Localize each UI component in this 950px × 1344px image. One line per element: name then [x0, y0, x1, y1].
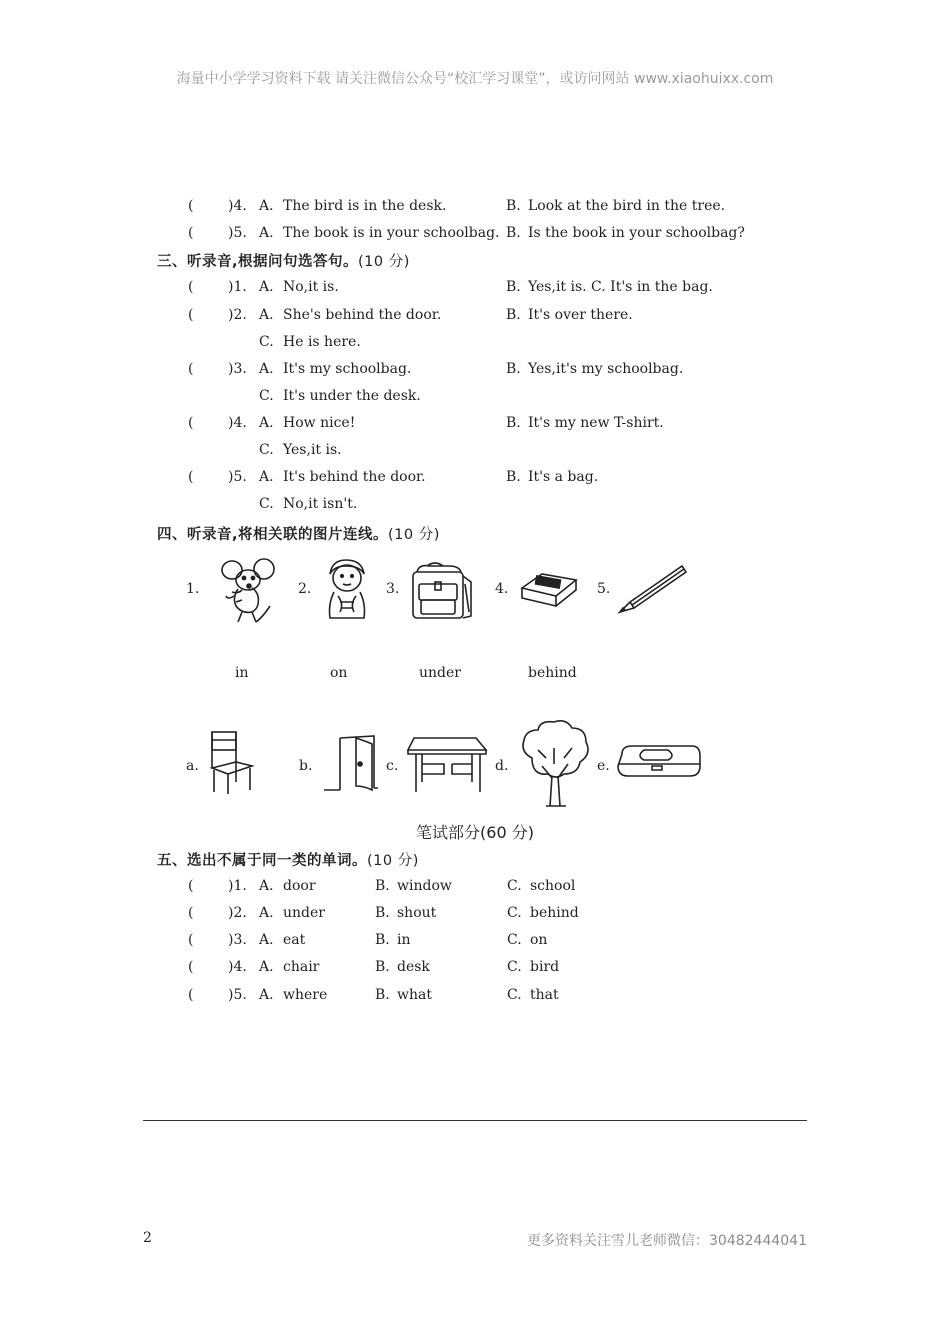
- option-a-text: eat: [283, 932, 306, 948]
- option-a-letter: A.: [259, 279, 274, 295]
- section5-title-text: 五、选出不属于同一类的单词。: [157, 853, 367, 869]
- option-a-text: The book is in your schoolbag.: [283, 225, 500, 241]
- answer-paren: (: [188, 361, 194, 377]
- item-number: )1.: [228, 878, 247, 894]
- option-c-text: that: [530, 987, 559, 1003]
- option-b-text: window: [397, 878, 452, 894]
- option-a-letter: A.: [259, 878, 274, 894]
- answer-paren: (: [188, 469, 194, 485]
- option-b-letter: B.: [375, 905, 390, 921]
- footer-divider: [143, 1120, 807, 1121]
- option-c-text: behind: [530, 905, 579, 921]
- option-b-letter: B.: [506, 279, 521, 295]
- option-a-text: chair: [283, 959, 320, 975]
- word-behind: behind: [528, 665, 577, 681]
- header-watermark: 海量中小学学习资料下载 请关注微信公众号“校汇学习课堂”，或访问网站 www.xiaohuixx.com: [176, 71, 774, 87]
- item-number: )4.: [228, 198, 247, 214]
- option-a-text: where: [283, 987, 328, 1003]
- option-c-letter: C.: [507, 878, 522, 894]
- boy-picture: [322, 558, 370, 622]
- option-c-text: Yes,it is.: [283, 442, 342, 458]
- picture-label-4: 4.: [495, 581, 509, 597]
- option-a-letter: A.: [259, 987, 274, 1003]
- option-b-text: It's a bag.: [528, 469, 599, 485]
- section5-points: (10 分): [367, 853, 419, 869]
- item-number: )3.: [228, 361, 247, 377]
- section4-points: (10 分): [388, 527, 440, 543]
- option-b-letter: B.: [506, 307, 521, 323]
- option-a-text: It's my schoolbag.: [283, 361, 412, 377]
- option-c-text: He is here.: [283, 334, 361, 350]
- word-on: on: [330, 665, 348, 681]
- option-a-text: She's behind the door.: [283, 307, 442, 323]
- option-a-letter: A.: [259, 225, 274, 241]
- option-b-text: It's over there.: [528, 307, 633, 323]
- option-b-letter: B.: [506, 198, 521, 214]
- chair-picture: [206, 728, 256, 796]
- section4-title-text: 四、听录音,将相关联的图片连线。: [157, 527, 389, 543]
- option-a-letter: A.: [259, 361, 274, 377]
- picture-label-e: e.: [597, 758, 610, 774]
- option-b-text: Look at the bird in the tree.: [528, 198, 726, 214]
- tree-picture: [518, 718, 592, 808]
- option-b-letter: B.: [506, 415, 521, 431]
- answer-paren: (: [188, 932, 194, 948]
- door-picture: [322, 734, 380, 794]
- option-b-letter: B.: [506, 469, 521, 485]
- option-a-text: No,it is.: [283, 279, 339, 295]
- eraser-picture: [518, 570, 580, 608]
- item-number: )4.: [228, 959, 247, 975]
- option-b-text: in: [397, 932, 411, 948]
- option-c-letter: C.: [259, 496, 274, 512]
- word-in: in: [235, 665, 249, 681]
- picture-label-1: 1.: [186, 581, 200, 597]
- word-under: under: [419, 665, 461, 681]
- picture-label-b: b.: [299, 758, 313, 774]
- option-b-letter: B.: [375, 932, 390, 948]
- option-a-text: The bird is in the desk.: [283, 198, 447, 214]
- option-c-letter: C.: [507, 905, 522, 921]
- section3-points: (10 分): [358, 254, 410, 270]
- option-b-text: what: [397, 987, 432, 1003]
- option-a-text: It's behind the door.: [283, 469, 426, 485]
- page-number: 2: [143, 1230, 152, 1246]
- item-number: )3.: [228, 932, 247, 948]
- option-c-text: bird: [530, 959, 560, 975]
- option-a-text: door: [283, 878, 316, 894]
- option-a-letter: A.: [259, 307, 274, 323]
- option-b-text: desk: [397, 959, 430, 975]
- answer-paren: (: [188, 279, 194, 295]
- option-a-text: How nice!: [283, 415, 356, 431]
- option-b-letter: B.: [506, 225, 521, 241]
- option-c-letter: C.: [507, 987, 522, 1003]
- option-b-letter: B.: [375, 987, 390, 1003]
- option-a-letter: A.: [259, 959, 274, 975]
- answer-paren: (: [188, 878, 194, 894]
- option-b-text: It's my new T-shirt.: [528, 415, 664, 431]
- item-number: )5.: [228, 225, 247, 241]
- pencil-picture: [614, 562, 688, 614]
- option-c-text: on: [530, 932, 548, 948]
- option-b-letter: B.: [506, 361, 521, 377]
- answer-paren: (: [188, 905, 194, 921]
- item-number: )2.: [228, 307, 247, 323]
- section5-title: [157, 849, 419, 870]
- picture-label-a: a.: [186, 758, 199, 774]
- pencil-box-picture: [614, 742, 704, 782]
- answer-paren: (: [188, 198, 194, 214]
- section4-title: [157, 523, 440, 544]
- option-c-letter: C.: [507, 959, 522, 975]
- picture-label-d: d.: [495, 758, 509, 774]
- answer-paren: (: [188, 225, 194, 241]
- option-c-letter: C.: [259, 334, 274, 350]
- picture-label-5: 5.: [597, 581, 611, 597]
- option-b-text: shout: [397, 905, 437, 921]
- answer-paren: (: [188, 415, 194, 431]
- schoolbag-picture: [405, 562, 477, 620]
- footer-text: 更多资料关注雪儿老师微信：30482444041: [527, 1233, 807, 1249]
- option-b-letter: B.: [375, 959, 390, 975]
- option-a-letter: A.: [259, 469, 274, 485]
- mouse-picture: [212, 556, 282, 624]
- picture-label-3: 3.: [386, 581, 400, 597]
- option-b-letter: B.: [375, 878, 390, 894]
- option-c-letter: C.: [507, 932, 522, 948]
- option-c-text: school: [530, 878, 576, 894]
- option-b-text: Is the book in your schoolbag?: [528, 225, 745, 241]
- option-a-letter: A.: [259, 198, 274, 214]
- option-a-text: under: [283, 905, 325, 921]
- option-c-text: It's under the desk.: [283, 388, 421, 404]
- section3-title: [157, 250, 410, 271]
- option-a-letter: A.: [259, 905, 274, 921]
- option-c-letter: C.: [259, 442, 274, 458]
- option-a-letter: A.: [259, 415, 274, 431]
- option-c-text: No,it isn't.: [283, 496, 358, 512]
- option-b-text: Yes,it's my schoolbag.: [528, 361, 684, 377]
- answer-paren: (: [188, 307, 194, 323]
- answer-paren: (: [188, 959, 194, 975]
- option-a-letter: A.: [259, 932, 274, 948]
- item-number: )1.: [228, 279, 247, 295]
- item-number: )5.: [228, 469, 247, 485]
- picture-label-2: 2.: [298, 581, 312, 597]
- section3-title-text: 三、听录音,根据问句选答句。: [157, 254, 359, 270]
- item-number: )5.: [228, 987, 247, 1003]
- answer-paren: (: [188, 987, 194, 1003]
- desk-picture: [406, 736, 490, 794]
- item-number: )4.: [228, 415, 247, 431]
- option-c-letter: C.: [259, 388, 274, 404]
- option-b-text: Yes,it is. C. It's in the bag.: [528, 279, 713, 295]
- written-part-title: 笔试部分(60 分): [416, 823, 534, 842]
- item-number: )2.: [228, 905, 247, 921]
- picture-label-c: c.: [386, 758, 399, 774]
